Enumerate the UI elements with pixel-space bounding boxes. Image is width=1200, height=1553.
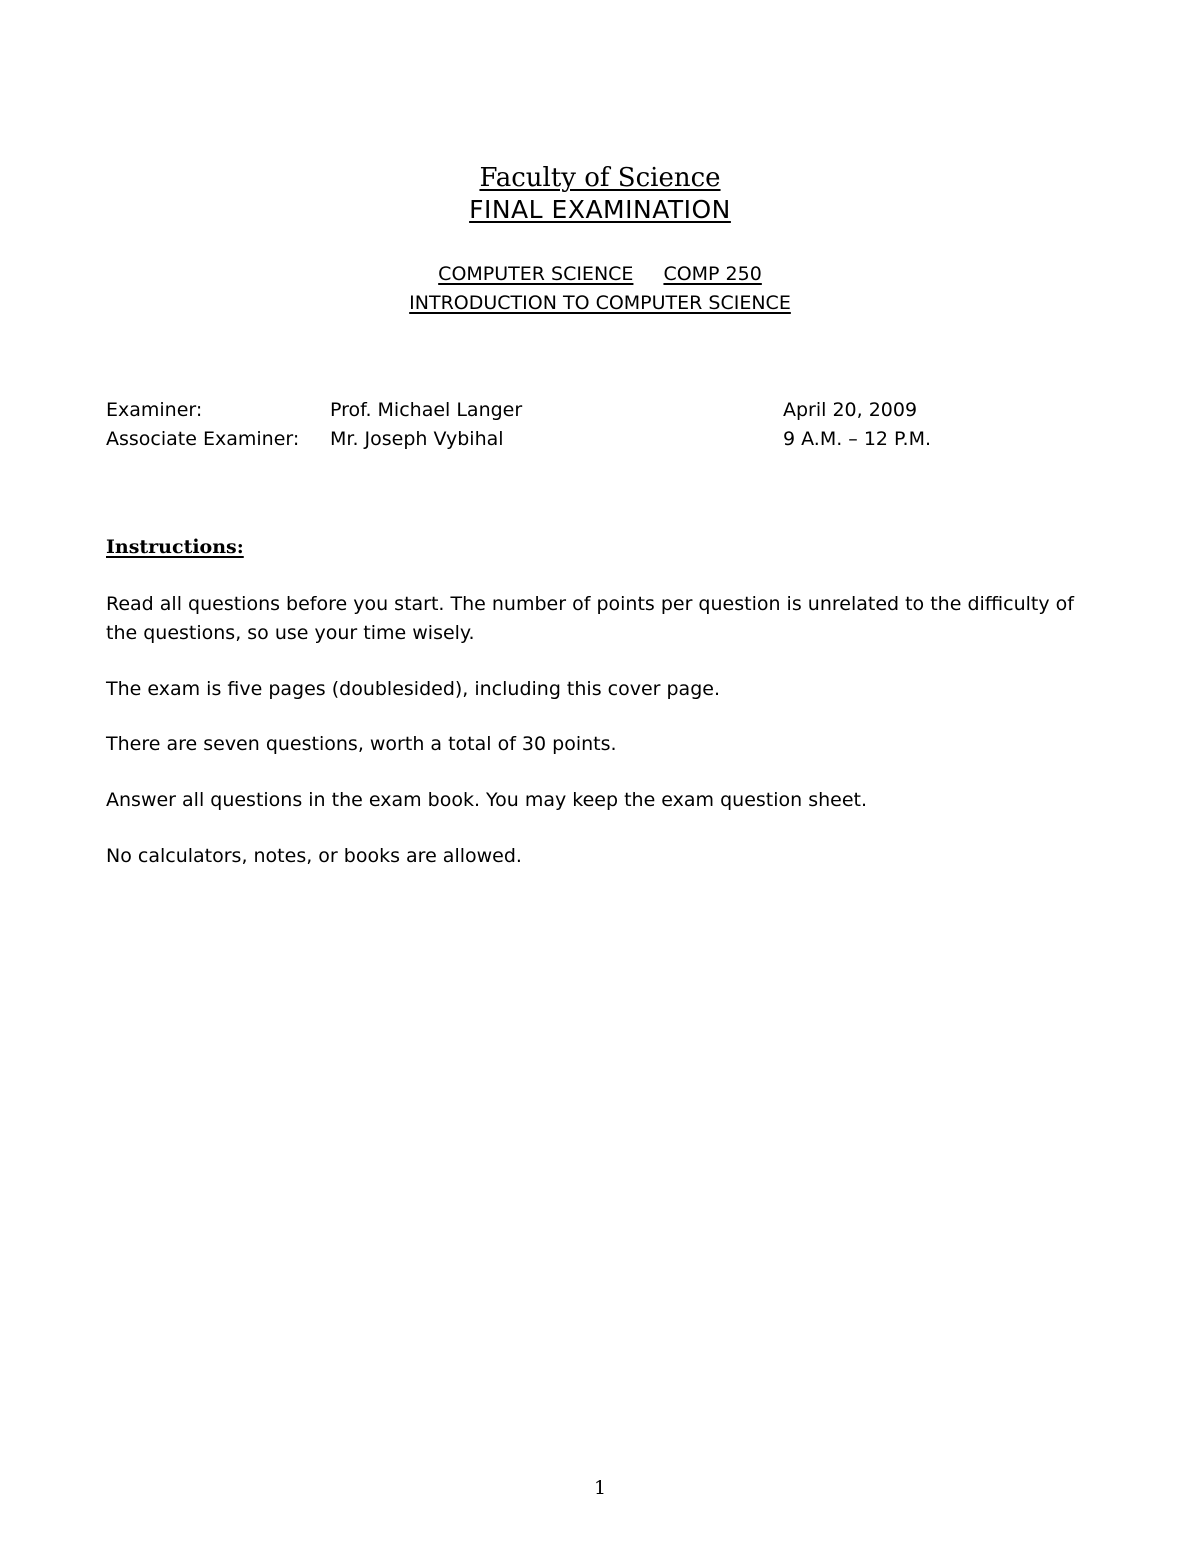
examiner-name: Prof. Michael Langer bbox=[330, 399, 523, 421]
page-number: 1 bbox=[593, 1477, 607, 1499]
faculty-text: Faculty of Science bbox=[479, 163, 721, 193]
course-title-text: INTRODUCTION TO COMPUTER SCIENCE bbox=[409, 292, 791, 314]
instructions-heading-text: Instructions: bbox=[106, 536, 244, 558]
exam-time: 9 A.M. – 12 P.M. bbox=[783, 428, 932, 450]
course-title bbox=[0, 289, 1200, 317]
faculty-heading bbox=[0, 162, 1200, 194]
exam-type-text: FINAL EXAMINATION bbox=[469, 195, 731, 224]
associate-examiner-name: Mr. Joseph Vybihal bbox=[330, 428, 504, 450]
instructions-heading bbox=[106, 533, 244, 561]
exam-date: April 20, 2009 bbox=[783, 399, 918, 421]
examiner-label: Examiner: bbox=[106, 399, 203, 421]
instruction-paragraph: There are seven questions, worth a total of 30 points. bbox=[106, 733, 617, 755]
instruction-paragraph: Answer all questions in the exam book. You may keep the exam question sheet. bbox=[106, 789, 868, 811]
instruction-paragraph: No calculators, notes, or books are allowed. bbox=[106, 845, 522, 867]
course-code: COMP 250 bbox=[663, 263, 762, 285]
associate-examiner-label: Associate Examiner: bbox=[106, 428, 300, 450]
department-name: COMPUTER SCIENCE bbox=[438, 263, 634, 285]
course-line-text bbox=[438, 263, 762, 285]
instruction-paragraph: Read all questions before you start. The number of points per question is unrelated to the difficulty of the questions, so use your time wisely. bbox=[106, 593, 1074, 644]
exam-type-heading bbox=[0, 194, 1200, 226]
instruction-paragraph: The exam is five pages (doublesided), including this cover page. bbox=[106, 678, 720, 700]
course-line bbox=[0, 260, 1200, 288]
